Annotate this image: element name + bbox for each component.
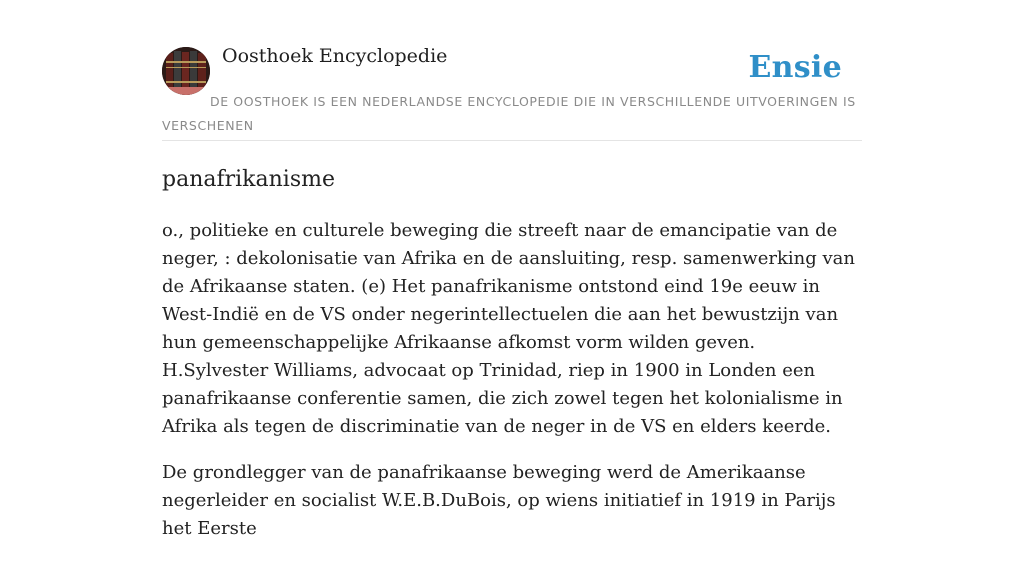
site-tagline: DE OOSTHOEK IS EEN NEDERLANDSE ENCYCLOPEDIE DIE IN VERSCHILLENDE UITVOERINGEN IS VERSCHENEN <box>162 94 856 133</box>
encyclopedia-books-icon[interactable] <box>162 47 210 95</box>
site-header <box>162 0 862 141</box>
article-paragraph: De grondlegger van de panafrikaanse beweging werd de Amerikaanse negerleider en socialist W.E.B.DuBois, op wiens initiatief in 1919 in Parijs het Eerste <box>162 462 836 539</box>
article-paragraph: o., politieke en culturele beweging die streeft naar de emancipatie van de neger, : dekolonisatie van Afrika en de aansluiting, resp. samenwerking van de Afrikaanse staten. (e) Het panafrikanisme ontstond eind 19e eeuw in West-Indië en de VS onder negerintellectuelen die aan het bewustzijn van hun gemeenschappelijke Afrikaanse afkomst vorm wilden geven. H.Sylvester Williams, advocaat op Trinidad, riep in 1900 in Londen een panafrikaanse conferentie samen, die zich zowel tegen het kolonialisme in Afrika als tegen de discriminatie van de neger in de VS en elders keerde. <box>162 220 855 437</box>
site-name[interactable]: Oosthoek Encyclopedie <box>222 45 448 67</box>
article-title: panafrikanisme <box>162 167 336 192</box>
page <box>162 0 862 561</box>
article-body <box>162 217 862 543</box>
ensie-logo-link[interactable]: Ensie <box>748 50 842 85</box>
